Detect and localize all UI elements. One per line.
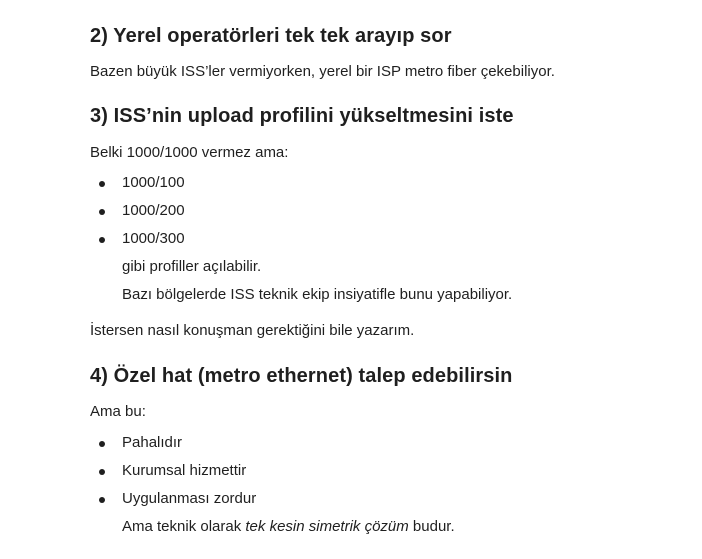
bullet-icon (99, 237, 105, 243)
bullet-icon (99, 181, 105, 187)
section-heading: 2) Yerel operatörleri tek tek arayıp sor (90, 25, 452, 47)
list-item (90, 169, 690, 197)
continuation-text: Ama teknik olarak (122, 518, 246, 535)
list-item-text: Kurumsal hizmettir (122, 462, 247, 479)
list-item (90, 429, 690, 457)
section-heading: 3) ISS’nin upload profilini yükseltmesini iste (90, 105, 514, 127)
continuation-text: budur. (408, 518, 455, 535)
list-item (90, 457, 690, 485)
bullet-icon (99, 441, 105, 447)
list-item-text: Pahalıdır (122, 434, 183, 451)
list-item-text: 1000/300 (122, 230, 185, 247)
bullet-icon (99, 497, 105, 503)
list-continuation: Bazı bölgelerde ISS teknik ekip insiyatifle bunu yapabiliyor. (122, 286, 513, 303)
paragraph: Ama bu: (90, 403, 146, 420)
paragraph: İstersen nasıl konuşman gerektiğini bile yazarım. (90, 322, 415, 339)
list-continuation (90, 513, 690, 541)
paragraph: Belki 1000/1000 vermez ama: (90, 144, 289, 161)
bullet-icon (99, 209, 105, 215)
emphasis-text: tek kesin simetrik çözüm (245, 518, 409, 535)
bullet-list (90, 169, 690, 309)
list-continuation: gibi profiller açılabilir. (122, 258, 262, 275)
list-item (90, 197, 690, 225)
list-item (90, 225, 690, 253)
bullet-list (90, 429, 690, 541)
list-item (90, 485, 690, 513)
list-item-text: 1000/200 (122, 202, 185, 219)
list-item-text: Uygulanması zordur (122, 490, 257, 507)
paragraph: Bazen büyük ISS’ler vermiyorken, yerel bir ISP metro fiber çekebiliyor. (90, 63, 555, 80)
section-heading: 4) Özel hat (metro ethernet) talep edebilirsin (90, 365, 513, 387)
bullet-icon (99, 469, 105, 475)
list-item-text: 1000/100 (122, 174, 185, 191)
